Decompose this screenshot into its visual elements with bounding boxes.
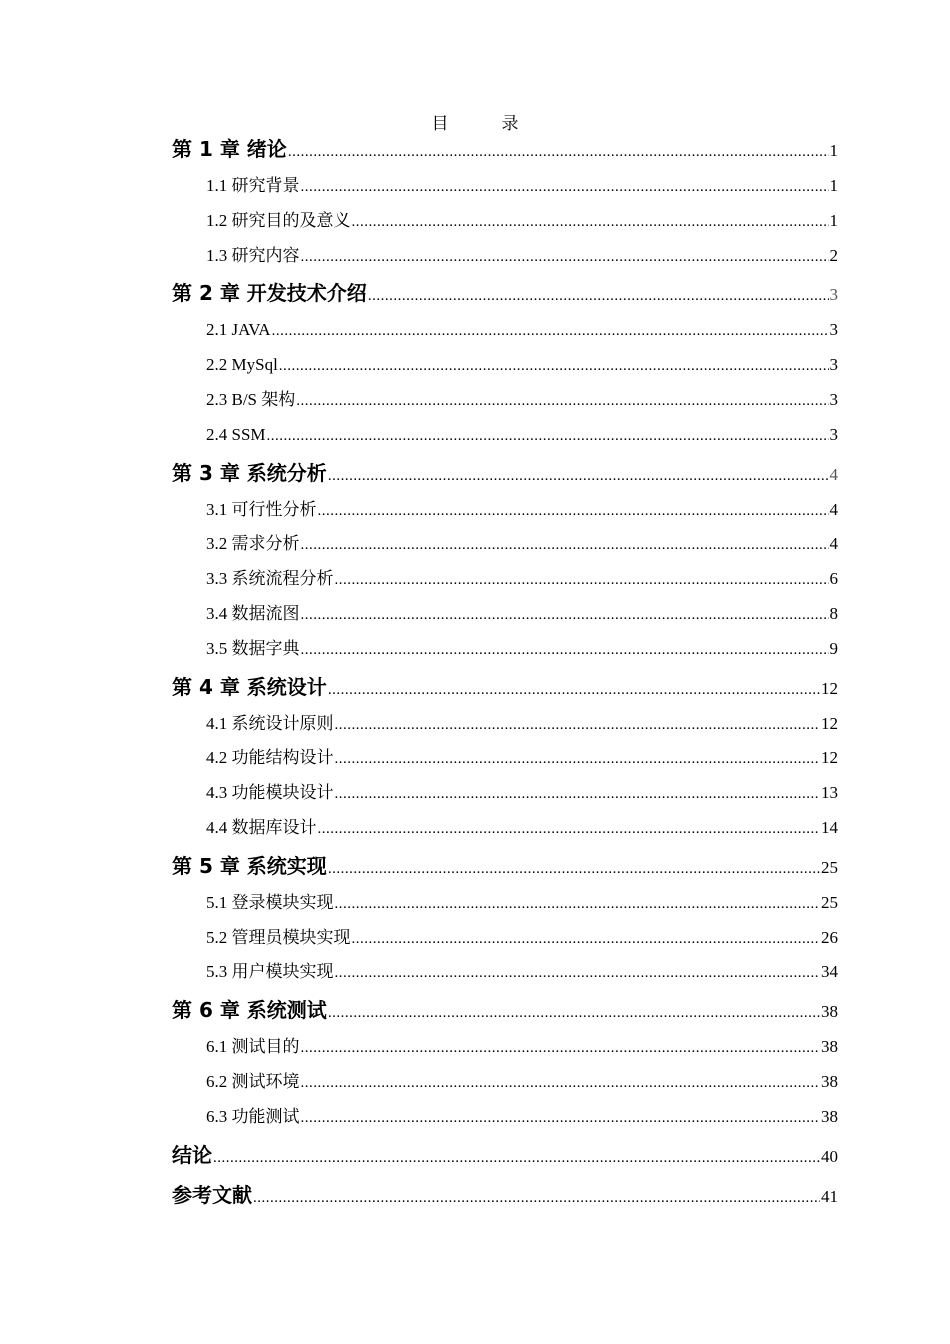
table-of-contents <box>172 129 838 1215</box>
dot-leader <box>328 456 829 493</box>
dot-leader <box>335 708 821 742</box>
toc-entry-label: 3.2 需求分析 <box>206 534 300 554</box>
toc-entry[interactable] <box>172 955 838 990</box>
toc-entry[interactable] <box>172 562 838 597</box>
dot-leader <box>301 528 829 562</box>
toc-entry[interactable] <box>172 776 838 811</box>
toc-entry-label: 第 3 章 系统分析 <box>172 460 327 485</box>
toc-entry-label: 第 6 章 系统测试 <box>172 998 327 1023</box>
toc-entry-label: 6.1 测试目的 <box>206 1037 300 1057</box>
toc-entry-page: 14 <box>821 817 838 837</box>
toc-entry[interactable] <box>172 597 838 632</box>
toc-entry-label: 1.2 研究目的及意义 <box>206 210 351 230</box>
toc-entry-page: 25 <box>821 857 838 877</box>
dot-leader <box>301 1101 821 1135</box>
toc-entry[interactable] <box>172 632 838 667</box>
dot-leader <box>352 922 821 956</box>
toc-entry-label: 6.3 功能测试 <box>206 1106 300 1126</box>
toc-entry-page: 1 <box>829 210 838 230</box>
toc-entry[interactable] <box>172 811 838 846</box>
dot-leader <box>318 494 829 528</box>
toc-entry-page: 1 <box>829 176 838 195</box>
toc-entry-page: 12 <box>821 678 838 698</box>
toc-entry-label: 第 1 章 绪论 <box>172 137 287 161</box>
toc-entry[interactable] <box>172 667 838 707</box>
toc-entry[interactable] <box>172 239 838 274</box>
toc-entry-label: 2.1 JAVA <box>206 320 271 340</box>
dot-leader <box>301 1066 821 1100</box>
toc-entry-label: 3.5 数据字典 <box>206 638 300 658</box>
toc-entry-label: 3.4 数据流图 <box>206 603 300 623</box>
toc-entry[interactable] <box>172 313 838 348</box>
dot-leader <box>328 670 820 707</box>
toc-entry-page: 25 <box>821 892 838 912</box>
toc-entry-page: 13 <box>821 783 838 803</box>
toc-entry-page: 9 <box>829 638 838 658</box>
toc-entry-page: 38 <box>821 1071 838 1091</box>
dot-leader <box>213 1138 820 1175</box>
toc-entry-label: 2.2 MySql <box>206 355 278 375</box>
toc-entry[interactable] <box>172 418 838 453</box>
toc-entry-label: 4.2 功能结构设计 <box>206 748 334 768</box>
toc-entry-page: 6 <box>829 569 838 589</box>
dot-leader <box>288 132 829 169</box>
toc-entry-page: 3 <box>829 285 838 305</box>
toc-entry[interactable] <box>172 273 838 313</box>
toc-entry-page: 40 <box>821 1146 838 1166</box>
dot-leader <box>301 633 829 667</box>
toc-entry[interactable] <box>172 383 838 418</box>
toc-entry[interactable] <box>172 1135 838 1175</box>
toc-entry-page: 3 <box>829 320 838 340</box>
dot-leader <box>335 887 821 921</box>
dot-leader <box>328 849 820 886</box>
toc-entry-label: 5.3 用户模块实现 <box>206 962 334 982</box>
toc-entry-label: 5.2 管理员模块实现 <box>206 927 351 947</box>
toc-entry-label: 4.3 功能模块设计 <box>206 783 334 803</box>
dot-leader <box>335 956 821 990</box>
toc-entry-page: 3 <box>829 355 838 375</box>
toc-entry-page: 12 <box>821 713 838 733</box>
toc-title: 目 录 <box>431 114 537 133</box>
toc-entry-page: 4 <box>829 499 838 519</box>
toc-entry-page: 8 <box>829 603 838 623</box>
toc-entry-label: 第 2 章 开发技术介绍 <box>172 281 367 306</box>
toc-entry-label: 第 4 章 系统设计 <box>172 674 327 699</box>
toc-entry-label: 2.3 B/S 架构 <box>206 389 296 409</box>
toc-entry[interactable] <box>172 921 838 956</box>
toc-entry-page: 41 <box>821 1186 838 1206</box>
dot-leader <box>279 349 829 383</box>
toc-entry[interactable] <box>172 990 838 1030</box>
toc-entry-label: 3.3 系统流程分析 <box>206 569 334 589</box>
dot-leader <box>352 205 829 239</box>
dot-leader <box>301 170 829 204</box>
dot-leader <box>296 384 828 418</box>
toc-entry[interactable] <box>172 1065 838 1100</box>
toc-entry[interactable] <box>172 1030 838 1065</box>
dot-leader <box>301 598 829 632</box>
toc-entry[interactable] <box>172 1175 838 1215</box>
toc-entry[interactable] <box>172 707 838 742</box>
toc-entry[interactable] <box>172 453 838 493</box>
toc-entry-label: 5.1 登录模块实现 <box>206 892 334 912</box>
toc-entry-label: 结论 <box>172 1142 212 1167</box>
toc-entry[interactable] <box>172 204 838 239</box>
toc-entry[interactable] <box>172 169 838 204</box>
dot-leader <box>301 240 829 274</box>
toc-entry-page: 3 <box>829 389 838 409</box>
dot-leader <box>328 993 820 1030</box>
toc-entry-label: 4.1 系统设计原则 <box>206 713 334 733</box>
dot-leader <box>335 777 821 811</box>
toc-entry[interactable] <box>172 741 838 776</box>
toc-entry-page: 38 <box>821 1002 838 1022</box>
dot-leader <box>301 1031 821 1065</box>
dot-leader <box>272 314 829 348</box>
toc-entry[interactable] <box>172 886 838 921</box>
toc-entry-page: 34 <box>821 962 838 982</box>
toc-entry-label: 1.3 研究内容 <box>206 245 300 265</box>
toc-entry-label: 第 5 章 系统实现 <box>172 853 327 878</box>
toc-entry[interactable] <box>172 1100 838 1135</box>
toc-entry-label: 3.1 可行性分析 <box>206 499 317 519</box>
toc-entry-label: 6.2 测试环境 <box>206 1071 300 1091</box>
toc-entry[interactable] <box>172 846 838 886</box>
dot-leader <box>267 419 829 453</box>
toc-entry-page: 2 <box>829 245 838 265</box>
toc-entry-page: 38 <box>821 1106 838 1126</box>
toc-entry-page: 3 <box>829 424 838 444</box>
toc-entry[interactable] <box>172 348 838 383</box>
toc-entry-label: 1.1 研究背景 <box>206 176 300 195</box>
dot-leader <box>335 563 829 597</box>
toc-entry[interactable] <box>172 527 838 562</box>
toc-entry-page: 4 <box>829 534 838 554</box>
toc-entry-page: 38 <box>821 1037 838 1057</box>
dot-leader <box>318 812 821 846</box>
dot-leader <box>253 1178 820 1215</box>
toc-entry[interactable] <box>172 129 838 169</box>
dot-leader <box>368 276 829 313</box>
toc-entry-label: 参考文献 <box>172 1182 252 1207</box>
toc-entry-page: 4 <box>829 464 838 484</box>
toc-entry-page: 26 <box>821 927 838 947</box>
dot-leader <box>335 742 821 776</box>
toc-entry-label: 2.4 SSM <box>206 424 266 444</box>
toc-entry-page: 12 <box>821 748 838 768</box>
toc-entry[interactable] <box>172 493 838 528</box>
toc-entry-page: 1 <box>829 141 838 160</box>
toc-entry-label: 4.4 数据库设计 <box>206 817 317 837</box>
